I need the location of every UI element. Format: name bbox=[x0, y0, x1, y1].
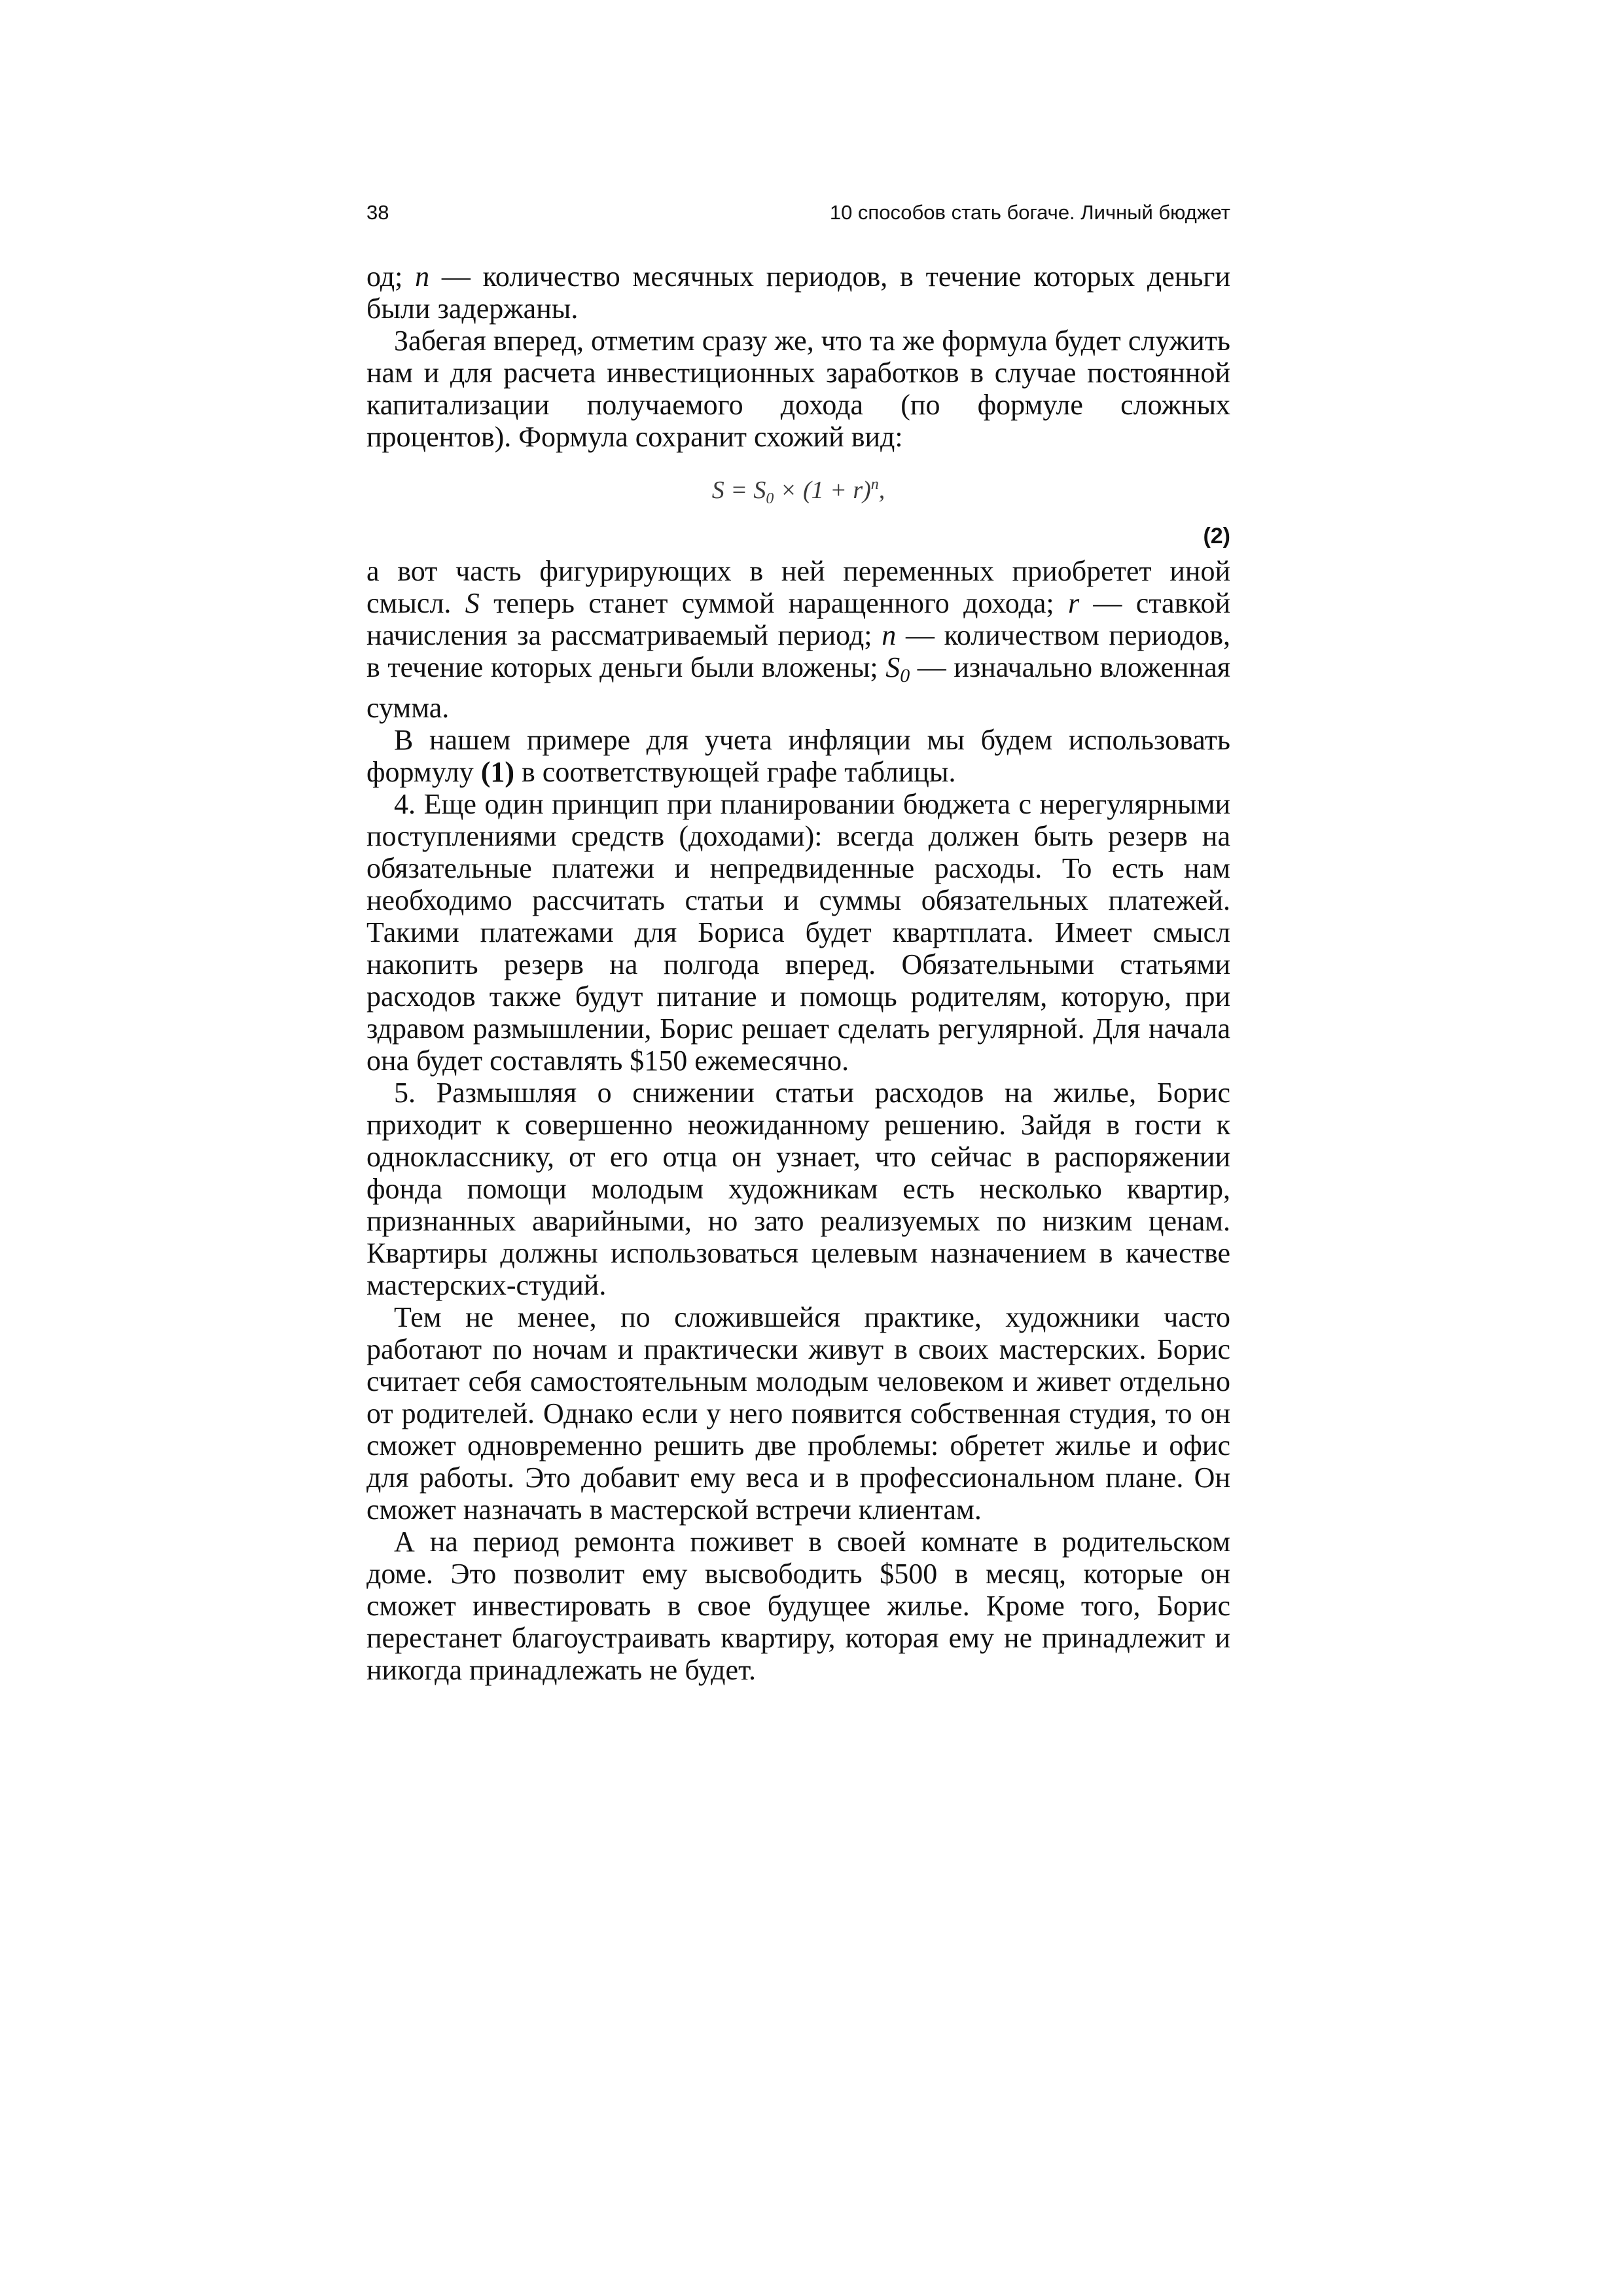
body-text bbox=[366, 260, 1230, 1686]
equation-number: (2) bbox=[1203, 524, 1230, 548]
formula-reference: (1) bbox=[480, 756, 515, 788]
paragraph-7: Тем не менее, по сложившейся практике, художники часто работают по ночам и практически живут в своих мастерских. Борис считает себя самостоятельным молодым человеком и живет отдельно от родителей. Однако если у него появится собственная студия, то он сможет одновременно решить две проблемы: обретет жилье и офис для работы. Это добавит ему веса и в профессиональном плане. Он сможет назначать в мастерской встречи клиентам. bbox=[366, 1301, 1230, 1526]
paragraph-3: а вот часть фигурирующих в ней переменных приобретет иной смысл. S теперь станет суммой наращенного дохода; r — ставкой начисления за рассматриваемый период; n — количеством периодов, в течение которых деньги были вложены; S0 — изначально вложенная сумма. bbox=[366, 555, 1231, 724]
running-header bbox=[366, 196, 1230, 229]
variable-n: n bbox=[415, 260, 430, 293]
paragraph-4: В нашем примере для учета инфляции мы будем использовать формулу (1) в соответствующей графе таблицы. bbox=[366, 724, 1230, 788]
paragraph-6: 5. Размышляя о снижении статьи расходов на жилье, Борис приходит к совершенно неожиданному решению. Зайдя в гости к однокласснику, от его отца он узнает, что сейчас в распоряжении фонда помощи молодым художникам есть несколько квартир, признанных аварийными, но зато реализуемых по низким ценам. Квартиры должны использоваться целевым назначением в качестве мастерских-студий. bbox=[366, 1077, 1230, 1301]
paragraph-2: Забегая вперед, отметим сразу же, что та же формула будет служить нам и для расчета инвестиционных заработков в случае постоянной капитализации получаемого дохода (по формуле сложных процентов). Формула сохранит схожий вид: bbox=[366, 325, 1230, 453]
book-title: 10 способов стать богаче. Личный бюджет bbox=[829, 201, 1230, 224]
paragraph-1: од; n — количество месячных периодов, в течение которых деньги были задержаны. bbox=[366, 260, 1230, 325]
paragraph-8: А на период ремонта поживет в своей комнате в родительском доме. Это позволит ему высвободить $500 в месяц, которые он сможет инвестировать в свое будущее жилье. Кроме того, Борис перестанет благоустраивать квартиру, которая ему не принадлежит и никогда принадлежать не будет. bbox=[366, 1526, 1230, 1686]
paragraph-5: 4. Еще один принцип при планировании бюджета с нерегулярными поступлениями средств (доходами): всегда должен быть резерв на обязательные платежи и непредвиденные расходы. То есть нам необходимо рассчитать статьи и суммы обязательных платежей. Такими платежами для Бориса будет квартплата. Имеет смысл накопить резерв на полгода вперед. Обязательными статьями расходов также будут питание и помощь родителям, которую, при здравом размышлении, Борис решает сделать регулярной. Для начала она будет составлять $150 ежемесячно. bbox=[366, 788, 1230, 1077]
page-number: 38 bbox=[366, 201, 389, 224]
formula-2: $S = S_0 \times (1 + r)^n$, bbox=[711, 476, 885, 507]
